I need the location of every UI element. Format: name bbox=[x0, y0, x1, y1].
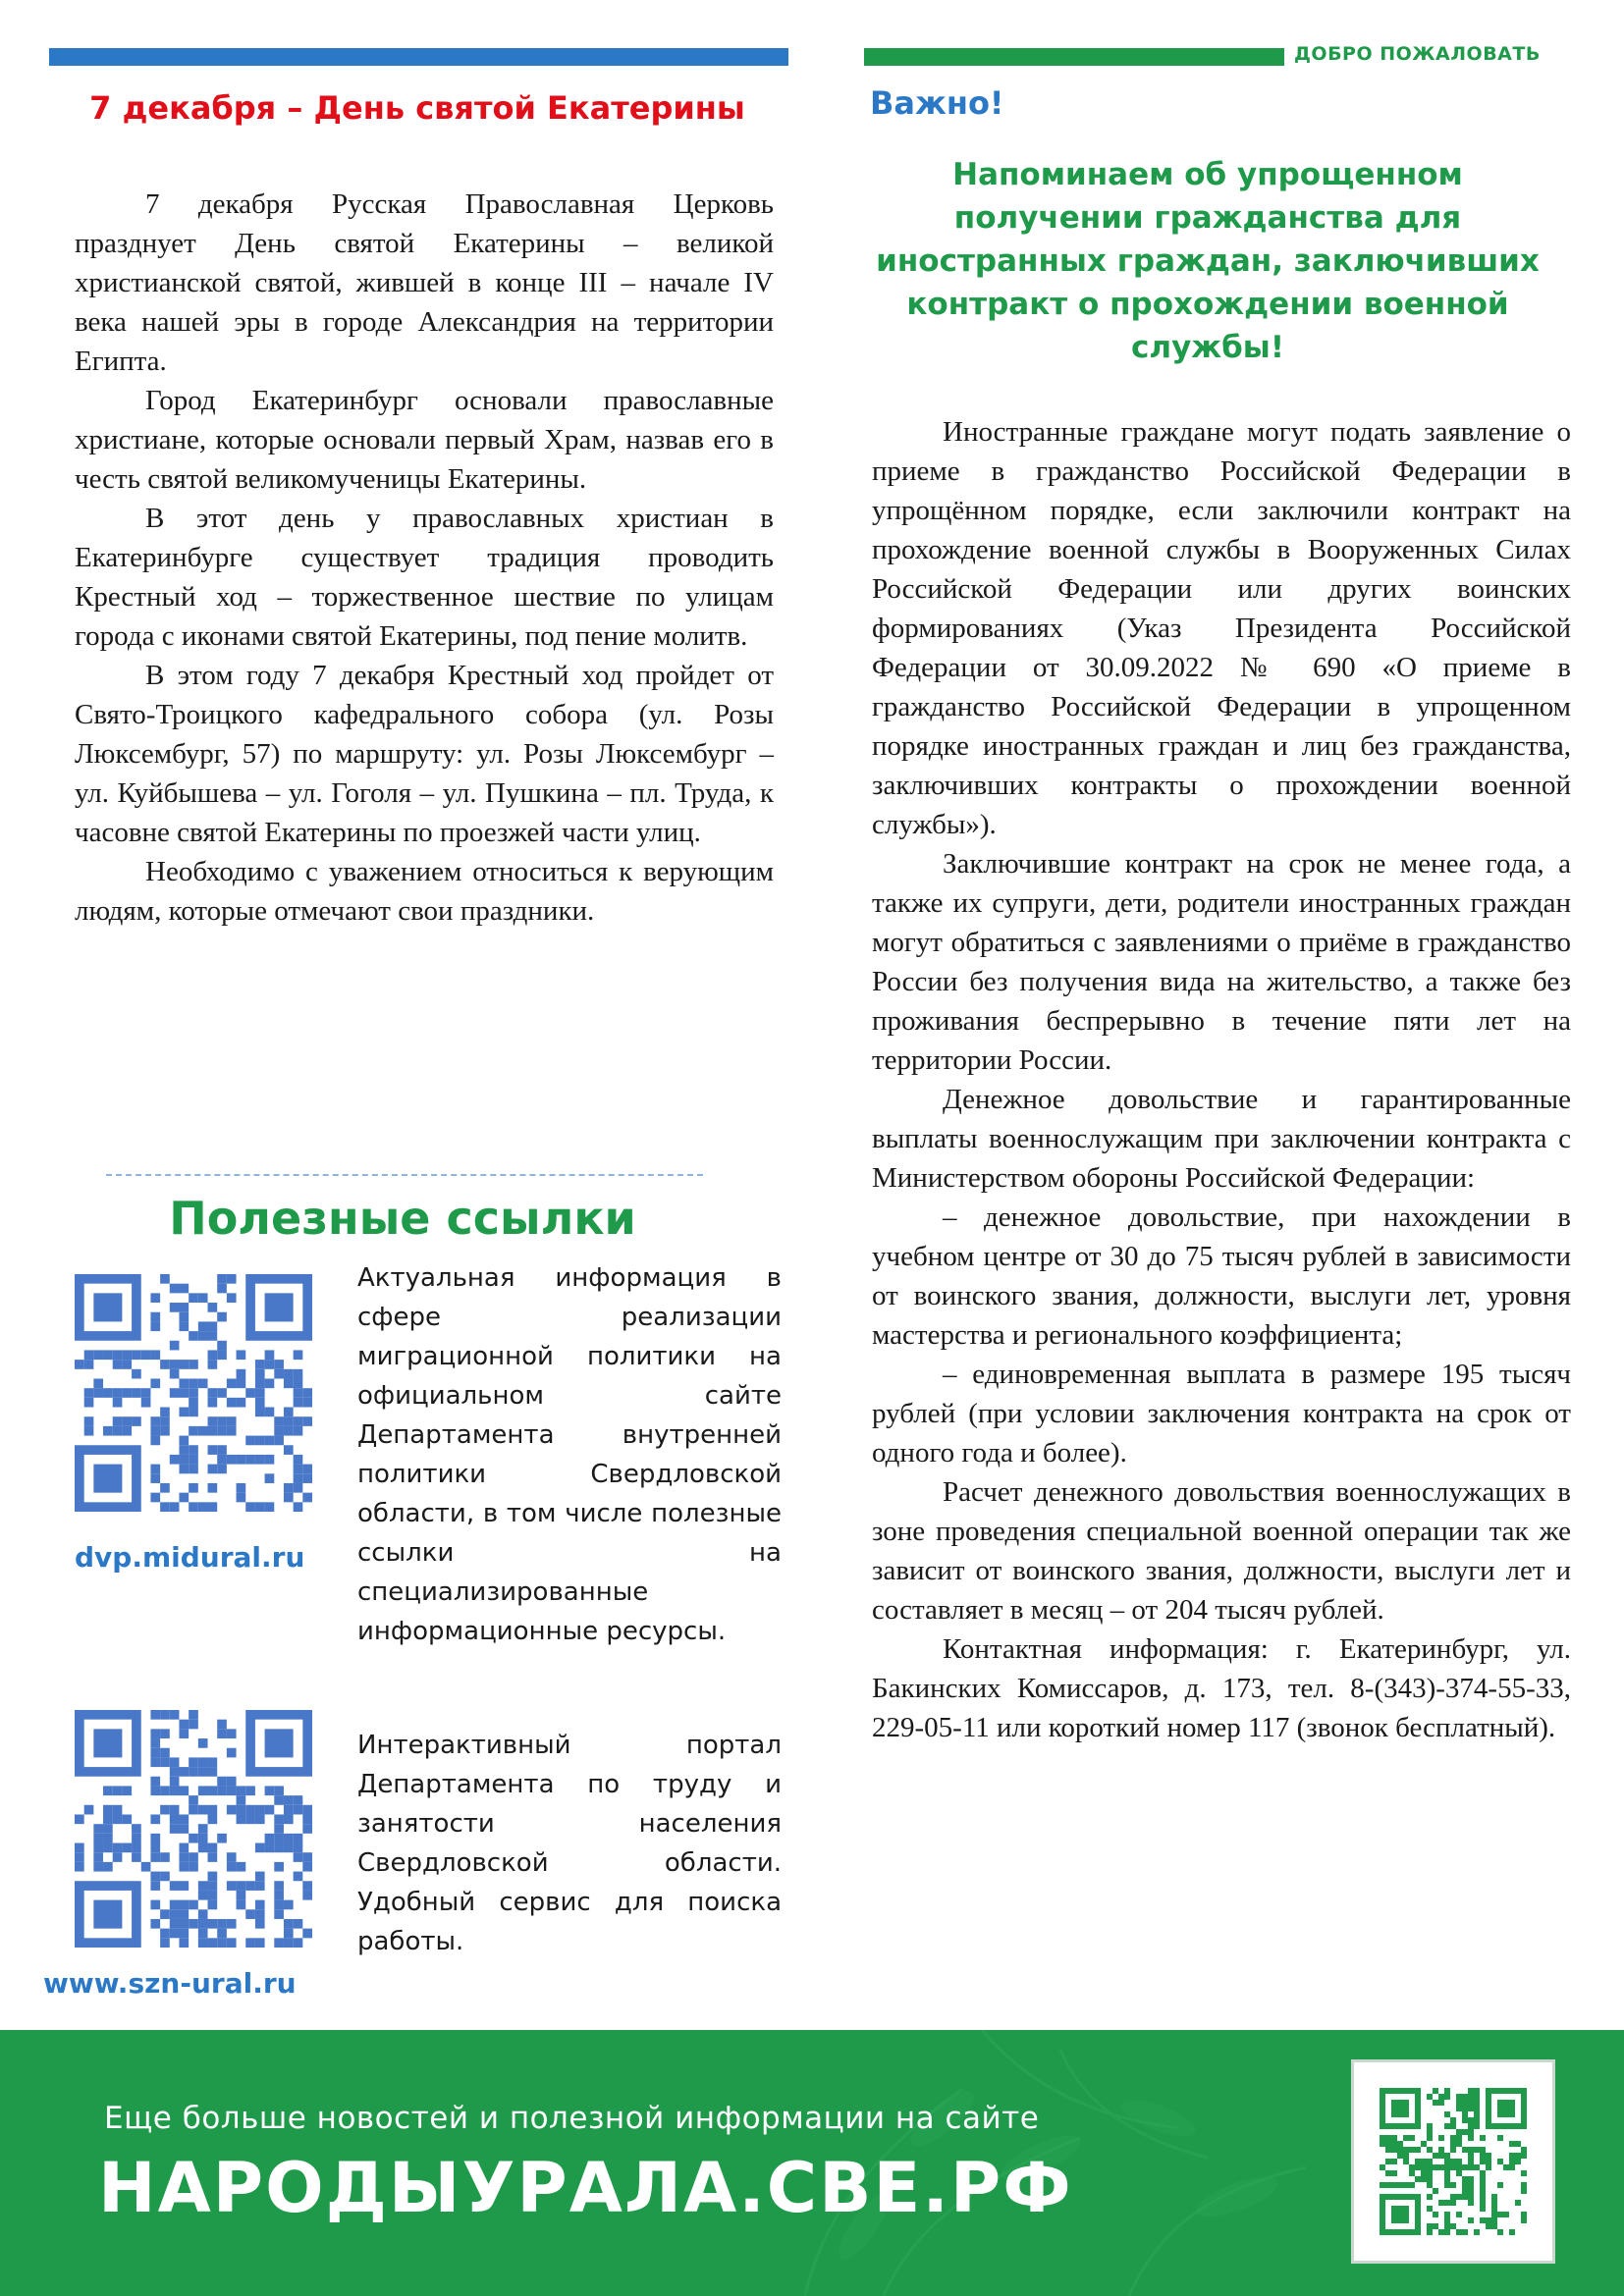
useful-links-title: Полезные ссылки bbox=[169, 1192, 636, 1245]
right-article-title: Напоминаем об упрощенном получении гражданства для иностранных граждан, заключивших контракт о прохождении военной службы! bbox=[876, 157, 1540, 365]
right-paragraph: Контактная информация: г. Екатеринбург, ул. Бакинских Комиссаров, д. 173, тел. 8-(343)-374-55-33, 229-05-11 или короткий номер 117 (звонок бесплатный). bbox=[872, 1633, 1571, 1743]
footer-site-link[interactable]: НАРОДЫУРАЛА.СВЕ.РФ bbox=[98, 2148, 1073, 2228]
left-article-body bbox=[75, 185, 774, 931]
left-paragraph: Город Екатеринбург основали православные христиане, которые основали первый Храм, назвав его в честь святой великомученицы Екатерины. bbox=[75, 385, 774, 495]
left-paragraph: В этом году 7 декабря Крестный ход пройдет от Свято-Троицкого кафедрального собора (ул. Розы Люксембург, 57) по маршруту: ул. Розы Люксембург – ул. Куйбышева – ул. Гоголя – ул. Пушкина – пл. Труда, к часовне святой Екатерины по проезжей части улиц. bbox=[75, 660, 774, 848]
section-divider bbox=[106, 1174, 703, 1176]
link-description: Интерактивный портал Департамента по труду и занятости населения Свердловской области. Удобный сервис для поиска работы. bbox=[357, 1731, 782, 1956]
left-article-title: 7 декабря – День святой Екатерины bbox=[89, 89, 745, 127]
welcome-label: ДОБРО ПОЖАЛОВАТЬ bbox=[1294, 43, 1541, 65]
left-paragraph: 7 декабря Русская Православная Церковь празднует День святой Екатерины – великой христианской святой, жившей в конце III – начале IV века нашей эры в городе Александрия на территории Египта. bbox=[75, 188, 774, 377]
header-blue-bar bbox=[49, 48, 788, 66]
qr-code-szn-icon[interactable] bbox=[75, 1710, 312, 1948]
right-article-body bbox=[872, 412, 1571, 1747]
left-paragraph: В этот день у православных христиан в Екатеринбурге существует традиция проводить Крестный ход – торжественное шествие по улицам города с иконами святой Екатерины, под пение молитв. bbox=[75, 503, 774, 652]
left-paragraph: Необходимо с уважением относиться к верующим людям, которые отмечают свои праздники. bbox=[75, 856, 774, 927]
right-paragraph: Расчет денежного довольствия военнослужащих в зоне проведения специальной военной операции так же зависит от воинского звания, должности, выслуги лет и составляет в месяц – от 204 тысяч рублей. bbox=[872, 1476, 1571, 1626]
qr-code-dvp-icon[interactable] bbox=[75, 1274, 312, 1512]
right-paragraph: Заключившие контракт на срок не менее года, а также их супруги, дети, родители иностранных граждан могут обратиться с заявлениями о приёме в гражданство России без получения вида на жительство, а также без проживания беспрерывно в течение пяти лет на территории России. bbox=[872, 848, 1571, 1076]
footer-subtitle: Еще больше новостей и полезной информации на сайте bbox=[104, 2101, 1040, 2136]
right-paragraph: Иностранные граждане могут подать заявление о приеме в гражданство Российской Федерации в упрощённом порядке, если заключили контракт на прохождение военной службы в Вооруженных Силах Российской Федерации или других воинских формированиях (Указ Президента Российской Федерации от 30.09.2022 № 690 «О приеме в гражданство Российской Федерации в упрощенном порядке иностранных граждан и лиц без гражданства, заключивших контракты о прохождении военной службы»). bbox=[872, 416, 1571, 840]
important-label: Важно! bbox=[870, 84, 1004, 122]
right-paragraph: – единовременная выплата в размере 195 тысяч рублей (при условии заключения контракта на срок от одного года и более). bbox=[872, 1359, 1571, 1468]
right-paragraph: Денежное довольствие и гарантированные выплаты военнослужащим при заключении контракта с Министерством обороны Российской Федерации: bbox=[872, 1084, 1571, 1194]
footer-banner bbox=[0, 2030, 1624, 2296]
footer-qr-code-icon[interactable] bbox=[1351, 2059, 1555, 2264]
link-description: Актуальная информация в сфере реализации миграционной политики на официальном сайте Департамента внутренней политики Свердловской области, в том числе полезные ссылки на специализированные информационные ресурсы. bbox=[357, 1263, 782, 1646]
right-paragraph: – денежное довольствие, при нахождении в учебном центре от 30 до 75 тысяч рублей в зависимости от воинского звания, должности, выслуги лет, уровня мастерства и регионального коэффициента; bbox=[872, 1201, 1571, 1351]
link-szn-ural[interactable]: www.szn-ural.ru bbox=[43, 1967, 297, 2000]
link-dvp-midural[interactable]: dvp.midural.ru bbox=[75, 1541, 305, 1574]
header-green-bar bbox=[864, 48, 1284, 66]
